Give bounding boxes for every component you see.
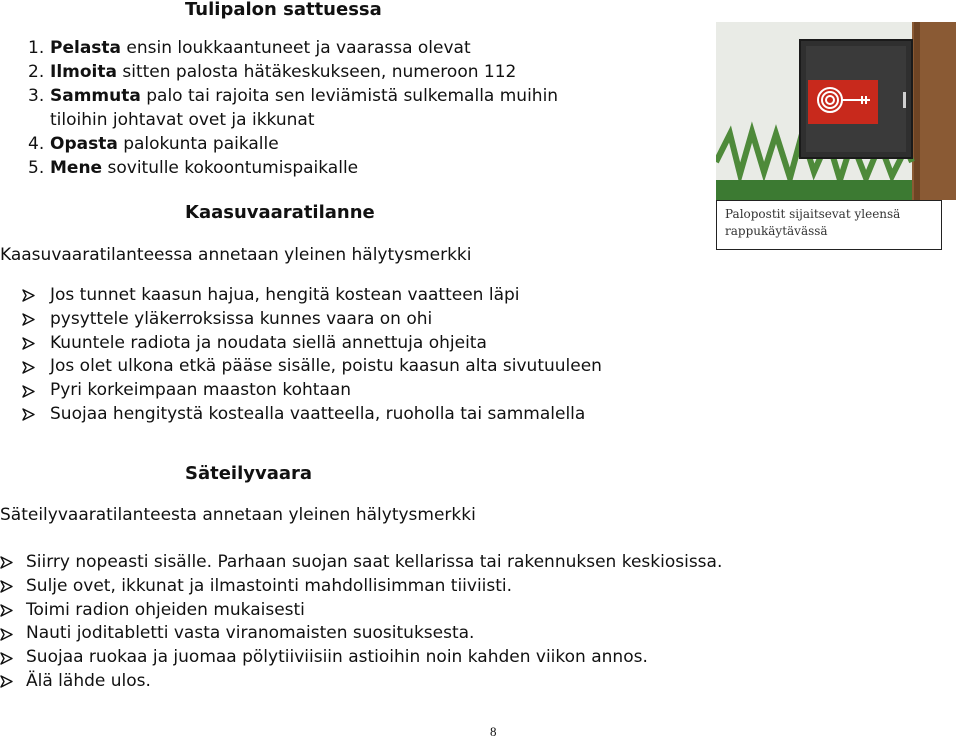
arrowhead-bullet-icon: [0, 628, 26, 641]
photo-caption: Palopostit sijaitsevat yleensä rappukäytävässä: [716, 200, 942, 250]
arrowhead-bullet-icon: [22, 337, 50, 350]
list-item: [0, 670, 722, 694]
list-item-text: Jos olet ulkona etkä pääse sisälle, poistu kaasun alta sivutuuleen: [50, 356, 602, 377]
step-number: 2.: [28, 62, 45, 82]
fire-steps-list: [28, 36, 558, 180]
fire-step: [28, 156, 558, 180]
fire-step: [28, 132, 558, 156]
radiation-intro: Säteilyvaaratilanteesta annetaan yleinen hälytysmerkki: [0, 505, 476, 525]
step-text: sitten palosta hätäkeskukseen, numeroon 112: [116, 62, 517, 82]
fire-hose-cabinet-image: [716, 22, 956, 200]
fire-step: [28, 60, 558, 84]
fire-hose-cabinet-photo: [716, 22, 956, 200]
page-number: 8: [490, 724, 497, 739]
list-item: [22, 284, 602, 308]
list-item-text: Suojaa hengitystä kostealla vaatteella, ruoholla tai sammalella: [50, 403, 586, 424]
step-number: 5.: [28, 158, 45, 178]
list-item-text: pysyttele yläkerroksissa kunnes vaara on ohi: [50, 308, 433, 329]
fire-step: [28, 84, 558, 108]
list-item: [22, 355, 602, 379]
list-item-text: Pyri korkeimpaan maaston kohtaan: [50, 380, 352, 401]
arrowhead-bullet-icon: [22, 361, 50, 374]
step-number: 4.: [28, 134, 45, 154]
fire-step: [28, 36, 558, 60]
arrowhead-bullet-icon: [22, 289, 50, 302]
step-text: palokunta paikalle: [117, 134, 279, 154]
step-text: sovitulle kokoontumispaikalle: [102, 158, 359, 178]
gas-heading: Kaasuvaaratilanne: [185, 202, 375, 223]
step-keyword: Pelasta: [50, 38, 122, 58]
list-item-text: Kuuntele radiota ja noudata siellä annettuja ohjeita: [50, 332, 487, 353]
list-item: [0, 551, 722, 575]
list-item: [22, 379, 602, 403]
step-keyword: Mene: [50, 158, 103, 178]
list-item: [0, 622, 722, 646]
step-keyword: Ilmoita: [50, 62, 117, 82]
arrowhead-bullet-icon: [0, 604, 26, 617]
step-text: palo tai rajoita sen leviämistä sulkemalla muihin: [140, 86, 559, 106]
gas-instructions-list: [22, 284, 602, 427]
arrowhead-bullet-icon: [22, 385, 50, 398]
gas-intro: Kaasuvaaratilanteessa annetaan yleinen hälytysmerkki: [0, 245, 472, 265]
list-item-text: Nauti joditabletti vasta viranomaisten suosituksesta.: [26, 623, 475, 644]
list-item-text: Sulje ovet, ikkunat ja ilmastointi mahdollisimman tiiviisti.: [26, 575, 513, 596]
arrowhead-bullet-icon: [0, 675, 26, 688]
list-item-text: Siirry nopeasti sisälle. Parhaan suojan saat kellarissa tai rakennuksen keskiosissa.: [26, 552, 723, 572]
list-item-text: Älä lähde ulos.: [26, 670, 151, 691]
fire-heading: Tulipalon sattuessa: [185, 0, 382, 20]
list-item: [22, 403, 602, 427]
step-number: 3.: [28, 86, 45, 106]
fire-step-continuation: tiloihin johtavat ovet ja ikkunat: [50, 110, 315, 130]
radiation-heading: Säteilyvaara: [185, 463, 313, 484]
list-item: [0, 646, 722, 670]
arrowhead-bullet-icon: [22, 313, 50, 326]
list-item: [22, 332, 602, 356]
list-item-text: Suojaa ruokaa ja juomaa pölytiiviisiin astioihin noin kahden viikon annos.: [26, 647, 648, 668]
arrowhead-bullet-icon: [0, 652, 26, 665]
step-keyword: Sammuta: [50, 86, 141, 106]
step-text: ensin loukkaantuneet ja vaarassa olevat: [121, 38, 471, 58]
step-number: 1.: [28, 38, 45, 58]
list-item: [0, 599, 722, 623]
list-item: [0, 575, 722, 599]
arrowhead-bullet-icon: [0, 556, 26, 569]
step-keyword: Opasta: [50, 134, 118, 154]
radiation-instructions-list: [0, 551, 722, 694]
list-item-text: Jos tunnet kaasun hajua, hengitä kostean vaatteen läpi: [50, 285, 520, 305]
list-item: [22, 308, 602, 332]
arrowhead-bullet-icon: [0, 580, 26, 593]
arrowhead-bullet-icon: [22, 408, 50, 421]
list-item-text: Toimi radion ohjeiden mukaisesti: [26, 599, 305, 620]
